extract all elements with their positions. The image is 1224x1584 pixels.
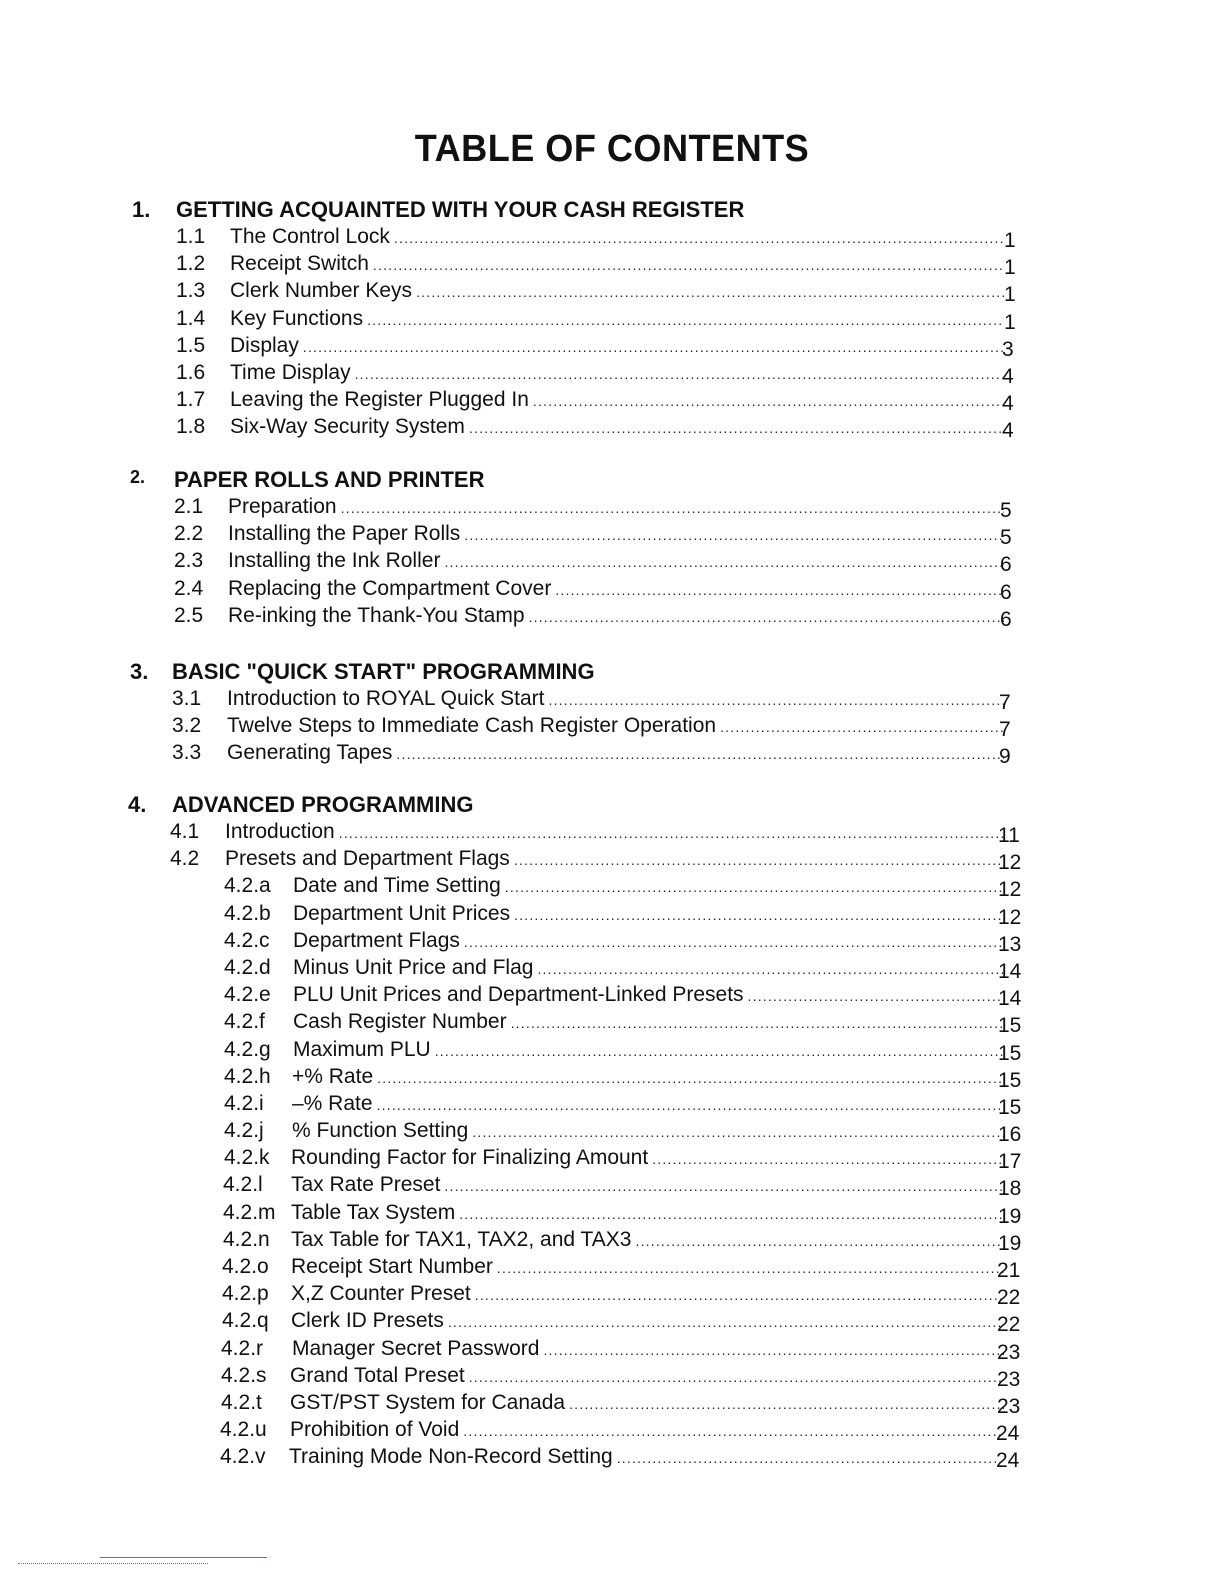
entry-page-number: 15 [998, 1014, 1022, 1038]
dot-leader [367, 312, 1004, 328]
toc-subentry [0, 1255, 1224, 1282]
scan-edge-noise [18, 1563, 208, 1564]
entry-label-line [230, 415, 1004, 439]
toc-section-4 [0, 792, 1224, 1473]
entry-number: 4.2.j [224, 1119, 264, 1143]
dot-leader [569, 1396, 1004, 1412]
entry-label-line [230, 279, 1004, 303]
entry-number: 4.2 [170, 847, 200, 871]
entry-number: 4.2.q [222, 1309, 269, 1333]
entry-page-number: 14 [998, 959, 1022, 983]
toc-entry [0, 549, 1224, 576]
entry-number: 2.3 [174, 549, 204, 573]
entry-number: 1.3 [176, 279, 206, 303]
entry-label: Training Mode Non-Record Setting [289, 1445, 617, 1469]
entry-label: Receipt Switch [230, 252, 373, 276]
toc-subentry [0, 929, 1224, 956]
entry-label: Replacing the Compartment Cover [228, 577, 555, 601]
toc-section-1 [0, 197, 1224, 443]
entry-number: 1.7 [176, 388, 206, 412]
entry-label: Clerk ID Presets [291, 1309, 448, 1333]
entry-label: Tax Table for TAX1, TAX2, and TAX3 [291, 1228, 635, 1252]
dot-leader [463, 1423, 1004, 1439]
section-heading [0, 659, 1224, 687]
entry-number: 4.2.i [224, 1091, 264, 1115]
dot-leader [652, 1151, 1004, 1167]
toc-subentry [0, 1146, 1224, 1173]
entry-label-line [230, 334, 1004, 358]
entry-label: Six-Way Security System [230, 415, 469, 439]
entry-label: Preparation [228, 495, 341, 519]
dot-leader [511, 1015, 1004, 1031]
entry-label-line [228, 522, 1004, 546]
dot-leader [373, 257, 1004, 273]
entry-label: Installing the Paper Rolls [228, 522, 464, 546]
entry-page-number: 12 [998, 905, 1022, 929]
dot-leader [464, 934, 1004, 950]
entry-page-number: 1 [1004, 310, 1016, 334]
toc-subentry [0, 1065, 1224, 1092]
dot-leader [416, 284, 1004, 300]
entry-number: 1.1 [176, 225, 206, 248]
toc-entry [0, 361, 1224, 388]
dot-leader [548, 692, 1004, 708]
entry-label: Twelve Steps to Immediate Cash Register Operation [227, 714, 720, 738]
entry-label-line [291, 1201, 1004, 1225]
entry-page-number: 23 [997, 1394, 1021, 1418]
section-heading [0, 467, 1224, 495]
entry-page-number: 16 [998, 1123, 1022, 1147]
entry-label-line [227, 714, 1004, 738]
dot-leader [377, 1070, 1004, 1086]
entry-number: 3.3 [172, 741, 202, 765]
entry-label: Cash Register Number [293, 1010, 511, 1034]
entry-number: 4.2.s [221, 1363, 267, 1387]
toc-entry [0, 415, 1224, 442]
toc-entry [0, 307, 1224, 334]
entry-page-number: 7 [999, 718, 1011, 742]
dot-leader [514, 852, 1004, 868]
entry-label: +% Rate [292, 1065, 377, 1089]
entry-page-number: 1 [1004, 283, 1016, 307]
entry-number: 4.2.u [220, 1418, 267, 1442]
entry-label-line [291, 1309, 1004, 1333]
entry-label-line [293, 956, 1004, 980]
entry-label: Clerk Number Keys [230, 279, 416, 303]
entry-label-line [230, 252, 1004, 276]
dot-leader [497, 1260, 1004, 1276]
dot-leader [533, 393, 1004, 409]
entry-label: Receipt Start Number [291, 1255, 497, 1279]
entry-label-line [228, 549, 1004, 573]
entry-label-line [228, 495, 1004, 519]
toc-subentry [0, 1092, 1224, 1119]
entry-label-line [225, 820, 1004, 844]
entry-page-number: 12 [998, 851, 1022, 875]
entry-number: 2.4 [174, 576, 204, 600]
dot-leader [748, 988, 1004, 1004]
entry-label: Introduction [225, 820, 339, 844]
scan-edge-line [100, 1557, 267, 1558]
entry-label-line [291, 1146, 1004, 1170]
dot-leader [444, 1178, 1004, 1194]
entry-label-line [225, 847, 1004, 871]
toc-subentry [0, 1445, 1224, 1472]
section-number: 3. [130, 659, 149, 684]
toc-subentry [0, 1364, 1224, 1391]
entry-page-number: 18 [998, 1177, 1022, 1201]
entry-page-number: 15 [998, 1068, 1022, 1092]
entry-label-line [293, 1010, 1004, 1034]
entry-page-number: 15 [998, 1095, 1022, 1119]
entry-page-number: 24 [996, 1422, 1020, 1446]
entry-label-line [291, 1173, 1004, 1197]
entry-number: 1.4 [176, 306, 206, 330]
toc-section-2 [0, 467, 1224, 631]
entry-label: GST/PST System for Canada [290, 1391, 569, 1415]
entry-page-number: 1 [1004, 256, 1016, 280]
toc-entry [0, 604, 1224, 631]
section-title: GETTING ACQUAINTED WITH YOUR CASH REGISTER [176, 197, 745, 222]
entry-number: 4.2.d [224, 955, 271, 979]
entry-label: Time Display [230, 361, 355, 385]
section-title: PAPER ROLLS AND PRINTER [174, 467, 485, 492]
toc-entry [0, 820, 1224, 847]
entry-number: 2.2 [174, 522, 204, 546]
toc-subentry [0, 1337, 1224, 1364]
toc-entry [0, 495, 1224, 522]
entry-page-number: 23 [997, 1340, 1021, 1364]
entry-label: Introduction to ROYAL Quick Start [227, 687, 548, 711]
toc-subentry [0, 1038, 1224, 1065]
toc-section-3 [0, 659, 1224, 769]
section-heading [0, 792, 1224, 820]
dot-leader [459, 1206, 1004, 1222]
entry-page-number: 4 [1002, 392, 1014, 416]
dot-leader [464, 527, 1004, 543]
entry-label: Presets and Department Flags [225, 847, 514, 871]
entry-number: 1.2 [176, 252, 206, 276]
entry-page-number: 19 [998, 1204, 1022, 1228]
entry-number: 4.2.e [224, 983, 271, 1007]
entry-number: 4.2.m [223, 1200, 276, 1224]
toc-subentry [0, 1119, 1224, 1146]
entry-label: Grand Total Preset [290, 1364, 469, 1388]
entry-number: 4.2.p [222, 1282, 269, 1306]
entry-label: Prohibition of Void [290, 1418, 463, 1442]
entry-number: 1.5 [176, 333, 206, 357]
dot-leader [555, 582, 1004, 598]
entry-label-line [289, 1445, 1004, 1469]
entry-page-number: 22 [997, 1313, 1021, 1337]
dot-leader [529, 609, 1004, 625]
entry-label: Table Tax System [291, 1201, 459, 1225]
entry-label: X,Z Counter Preset [291, 1282, 475, 1306]
entry-label-line [293, 983, 1004, 1007]
entry-label-line [292, 1119, 1004, 1143]
entry-label: The Control Lock [230, 225, 394, 249]
entry-page-number: 5 [1000, 526, 1012, 550]
entry-label: Tax Rate Preset [291, 1173, 444, 1197]
entry-number: 4.2.k [224, 1146, 270, 1170]
entry-label-line [230, 225, 1004, 249]
section-title: ADVANCED PROGRAMMING [172, 792, 474, 817]
entry-label: Installing the Ink Roller [228, 549, 444, 573]
dot-leader [472, 1124, 1004, 1140]
dot-leader [469, 1369, 1004, 1385]
dot-leader [543, 1342, 1004, 1358]
section-number: 1. [132, 197, 151, 222]
toc-subentry [0, 1282, 1224, 1309]
dot-leader [635, 1233, 1004, 1249]
toc-subentry [0, 1309, 1224, 1336]
toc-subentry [0, 983, 1224, 1010]
entry-number: 4.2.a [224, 874, 271, 898]
entry-page-number: 24 [996, 1449, 1020, 1473]
entry-number: 2.5 [174, 603, 204, 627]
toc-entry [0, 714, 1224, 741]
entry-page-number: 23 [997, 1367, 1021, 1391]
entry-page-number: 11 [998, 824, 1020, 847]
entry-page-number: 14 [998, 987, 1022, 1011]
entry-page-number: 3 [1002, 337, 1014, 361]
entry-page-number: 15 [998, 1041, 1022, 1065]
toc-entry [0, 687, 1224, 714]
dot-leader [537, 961, 1004, 977]
entry-label-line [292, 1337, 1004, 1361]
entry-label-line [291, 1255, 1004, 1279]
entry-label: Department Flags [293, 929, 464, 953]
entry-label: Generating Tapes [227, 741, 396, 765]
dot-leader [394, 230, 1004, 246]
entry-label: Department Unit Prices [293, 902, 514, 926]
entry-label-line [228, 577, 1004, 601]
entry-label-line [230, 388, 1004, 412]
entry-number: 4.2.v [220, 1445, 266, 1469]
entry-label: Manager Secret Password [292, 1337, 543, 1361]
entry-label-line [230, 361, 1004, 385]
dot-leader [505, 879, 1004, 895]
entry-page-number: 6 [1000, 580, 1012, 604]
entry-label-line [292, 1092, 1004, 1116]
entry-label: –% Rate [292, 1092, 377, 1116]
entry-page-number: 17 [998, 1150, 1022, 1174]
toc-subentry [0, 1391, 1224, 1418]
entry-label-line [290, 1391, 1004, 1415]
dot-leader [435, 1043, 1004, 1059]
dot-leader [341, 500, 1004, 516]
entry-number: 2.1 [174, 495, 204, 518]
dot-leader [475, 1287, 1004, 1303]
entry-page-number: 12 [998, 878, 1022, 902]
toc-entry [0, 847, 1224, 874]
entry-label-line [291, 1282, 1004, 1306]
entry-number: 4.2.n [223, 1227, 270, 1251]
toc-entry [0, 279, 1224, 306]
toc-entry [0, 522, 1224, 549]
dot-leader [396, 746, 1004, 762]
dot-leader [444, 554, 1004, 570]
entry-label-line [293, 1038, 1004, 1062]
section-title: BASIC "QUICK START" PROGRAMMING [172, 659, 595, 684]
entry-label: Maximum PLU [293, 1038, 435, 1062]
section-number: 2. [130, 467, 146, 487]
entry-number: 4.1 [170, 820, 200, 843]
entry-label-line [230, 307, 1004, 331]
dot-leader [377, 1097, 1004, 1113]
page-title: TABLE OF CONTENTS [414, 128, 810, 170]
entry-number: 4.2.r [221, 1336, 264, 1360]
toc-subentry [0, 1418, 1224, 1445]
toc-entry [0, 252, 1224, 279]
entry-number: 3.1 [172, 687, 202, 710]
entry-number: 4.2.g [224, 1037, 271, 1061]
entry-label-line [227, 741, 1004, 765]
entry-label-line [290, 1418, 1004, 1442]
entry-page-number: 4 [1002, 419, 1014, 443]
dot-leader [355, 366, 1004, 382]
entry-label-line [291, 1228, 1004, 1252]
toc-subentry [0, 1173, 1224, 1200]
dot-leader [720, 719, 1004, 735]
entry-number: 4.2.t [221, 1390, 262, 1414]
toc-subentry [0, 956, 1224, 983]
entry-number: 4.2.b [224, 901, 271, 925]
entry-number: 4.2.h [224, 1064, 271, 1088]
dot-leader [514, 907, 1004, 923]
entry-page-number: 6 [1000, 553, 1012, 577]
entry-number: 4.2.l [223, 1173, 263, 1197]
entry-page-number: 1 [1004, 229, 1016, 252]
toc-entry [0, 577, 1224, 604]
entry-label: PLU Unit Prices and Department-Linked Presets [293, 983, 748, 1007]
entry-page-number: 6 [1000, 607, 1012, 631]
section-number: 4. [128, 792, 147, 817]
entry-page-number: 19 [998, 1231, 1022, 1255]
toc-subentry [0, 1010, 1224, 1037]
entry-page-number: 13 [998, 932, 1022, 956]
entry-label: Display [230, 334, 303, 358]
toc-subentry [0, 902, 1224, 929]
entry-page-number: 7 [999, 691, 1011, 714]
entry-label-line [293, 929, 1004, 953]
entry-label: Date and Time Setting [293, 874, 505, 898]
entry-label: % Function Setting [292, 1119, 472, 1143]
entry-page-number: 4 [1002, 364, 1014, 388]
entry-page-number: 22 [997, 1286, 1021, 1310]
toc-subentry [0, 874, 1224, 901]
entry-number: 3.2 [172, 714, 202, 738]
entry-page-number: 9 [999, 745, 1011, 769]
toc-entry [0, 741, 1224, 768]
entry-page-number: 21 [997, 1259, 1021, 1282]
dot-leader [448, 1314, 1004, 1330]
entry-label: Rounding Factor for Finalizing Amount [291, 1146, 652, 1170]
entry-label-line [227, 687, 1004, 711]
dot-leader [469, 420, 1004, 436]
entry-label-line [228, 604, 1004, 628]
entry-label: Leaving the Register Plugged In [230, 388, 533, 412]
dot-leader [617, 1450, 1004, 1466]
toc-subentry [0, 1228, 1224, 1255]
entry-page-number: 5 [1000, 499, 1012, 522]
dot-leader [339, 825, 1004, 841]
entry-label: Minus Unit Price and Flag [293, 956, 537, 980]
toc-subentry [0, 1201, 1224, 1228]
toc-entry [0, 388, 1224, 415]
entry-number: 4.2.f [224, 1010, 265, 1034]
entry-number: 4.2.c [224, 928, 270, 952]
entry-number: 4.2.o [222, 1255, 269, 1278]
dot-leader [303, 339, 1004, 355]
section-heading [0, 197, 1224, 225]
toc-entry [0, 225, 1224, 252]
entry-label: Re-inking the Thank-You Stamp [228, 604, 529, 628]
entry-label-line [293, 874, 1004, 898]
entry-label: Key Functions [230, 307, 367, 331]
entry-label-line [292, 1065, 1004, 1089]
entry-label-line [290, 1364, 1004, 1388]
toc-entry [0, 334, 1224, 361]
entry-label-line [293, 902, 1004, 926]
entry-number: 1.6 [176, 360, 206, 384]
entry-number: 1.8 [176, 415, 206, 439]
